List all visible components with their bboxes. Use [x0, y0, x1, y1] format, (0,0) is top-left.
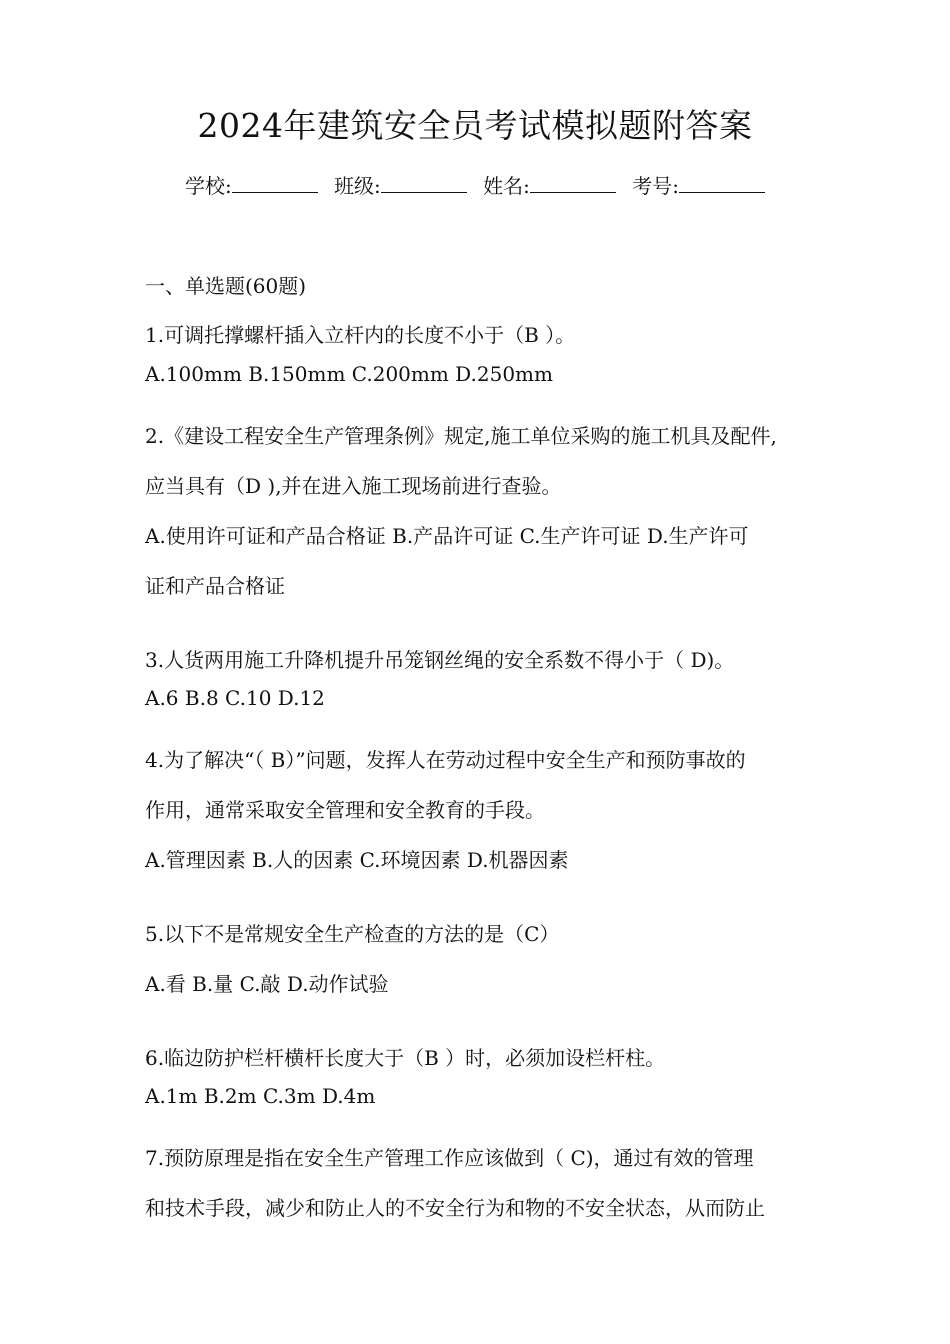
question-4-options: A.管理因素 B.人的因素 C.环境因素 D.机器因素 [145, 848, 569, 872]
question-2: 2.《建设工程安全生产管理条例》规定,施工单位采购的施工机具及配件, [145, 424, 777, 448]
class-blank [381, 172, 467, 193]
question-3-options: A.6 B.8 C.10 D.12 [145, 686, 325, 710]
question-2-options: A.使用许可证和产品合格证 B.产品许可证 C.生产许可证 D.生产许可 [145, 524, 749, 548]
question-1: 1.可调托撑螺杆插入立杆内的长度不小于（B ）。 [145, 323, 576, 347]
question-5-options: A.看 B.量 C.敲 D.动作试验 [145, 972, 389, 996]
question-4: 4.为了解决“（ B）”问题，发挥人在劳动过程中安全生产和预防事故的 [145, 748, 746, 772]
question-4-cont: 作用，通常采取安全管理和安全教育的手段。 [145, 798, 545, 822]
name-field: 姓名: [483, 172, 616, 200]
exam-number-blank [679, 172, 765, 193]
question-7-cont: 和技术手段，减少和防止人的不安全行为和物的不安全状态，从而防止 [145, 1196, 765, 1220]
school-field: 学校: [185, 172, 318, 200]
student-info-row [0, 172, 950, 200]
section-heading: 一、单选题(60题) [145, 274, 307, 298]
question-6-options: A.1m B.2m C.3m D.4m [145, 1084, 376, 1108]
school-blank [232, 172, 318, 193]
question-2-options-cont: 证和产品合格证 [145, 574, 285, 598]
question-2-cont: 应当具有（D ),并在进入施工现场前进行查验。 [145, 474, 562, 498]
document-title: 2024年建筑安全员考试模拟题附答案 [197, 106, 753, 145]
question-7: 7.预防原理是指在安全生产管理工作应该做到（ C)，通过有效的管理 [145, 1146, 754, 1170]
question-5: 5.以下不是常规安全生产检查的方法的是（C） [145, 922, 560, 946]
class-field: 班级: [334, 172, 467, 200]
question-3: 3.人货两用施工升降机提升吊笼钢丝绳的安全系数不得小于（ D)。 [145, 648, 735, 672]
exam-number-field: 考号: [632, 172, 765, 200]
question-6: 6.临边防护栏杆横杆长度大于（B ）时，必须加设栏杆柱。 [145, 1046, 666, 1070]
name-blank [530, 172, 616, 193]
question-1-options: A.100mm B.150mm C.200mm D.250mm [145, 362, 553, 386]
